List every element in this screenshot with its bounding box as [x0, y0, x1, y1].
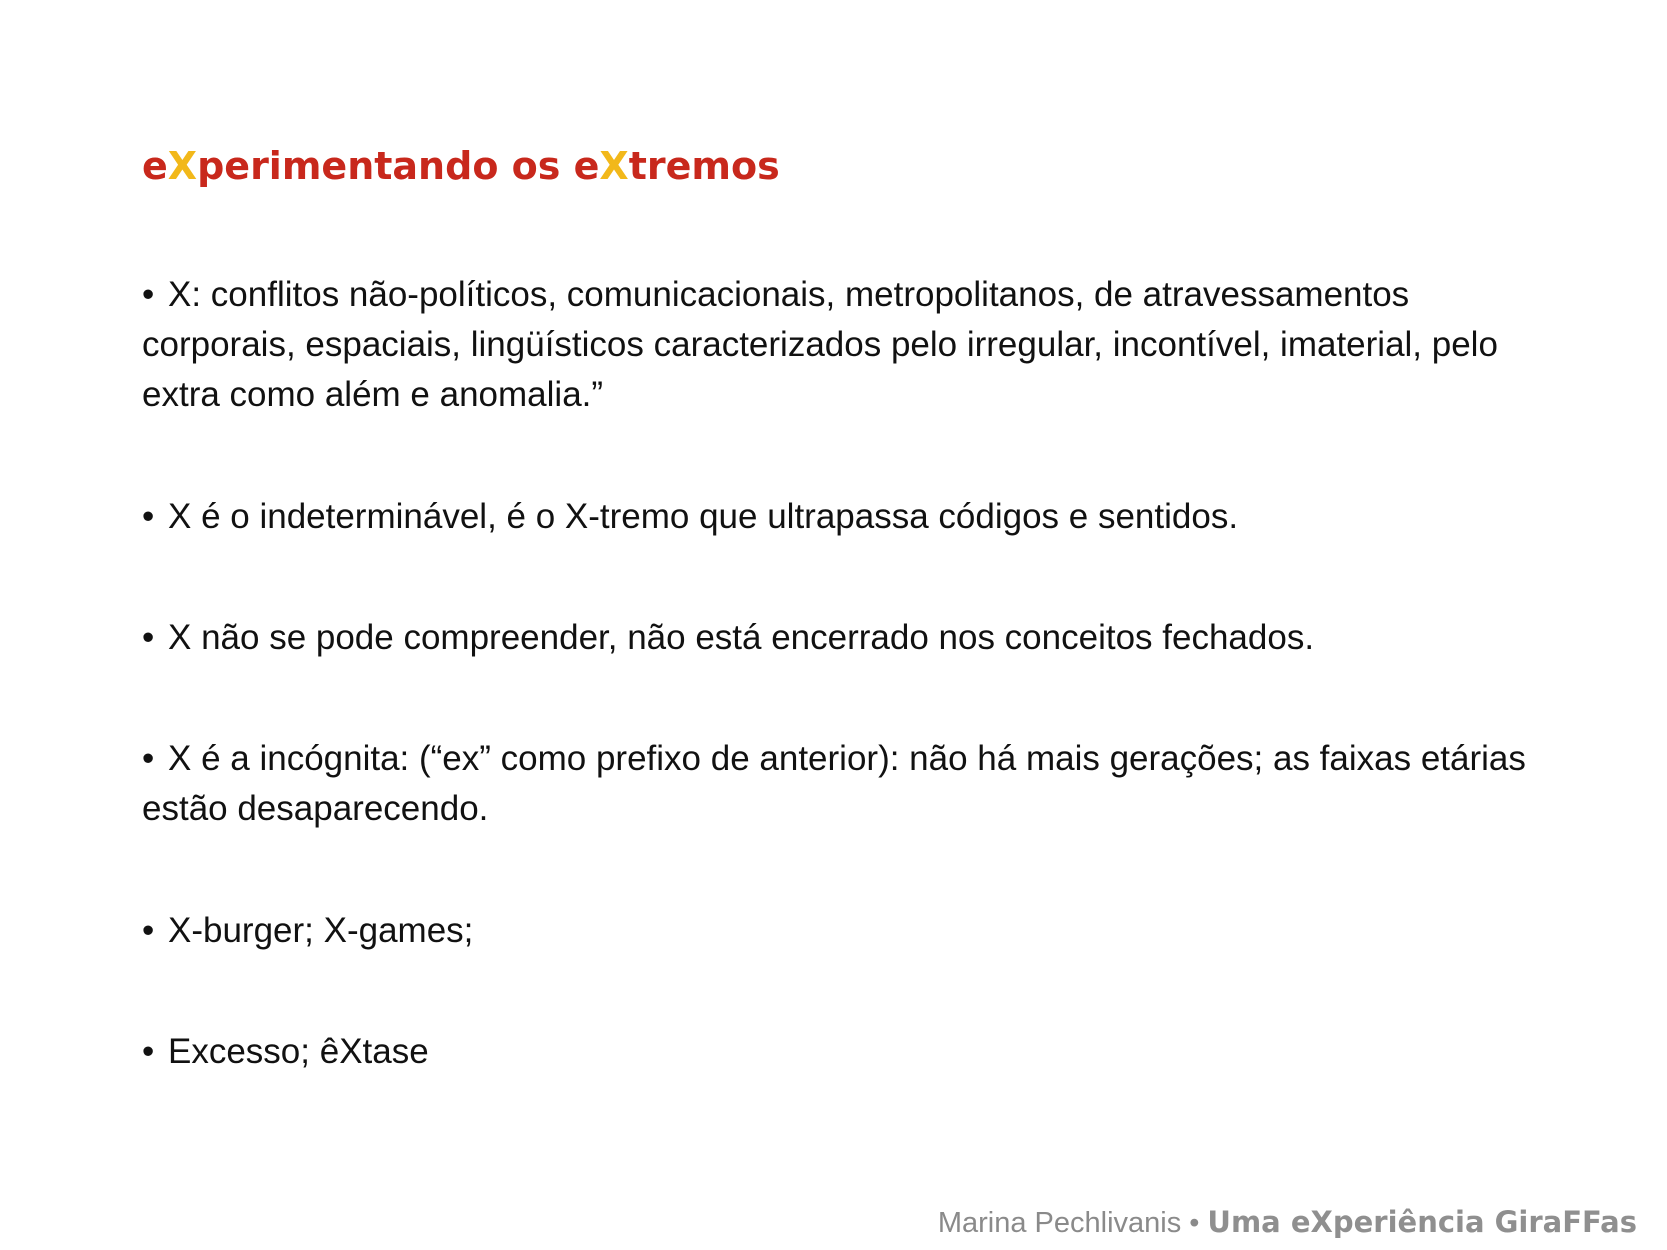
bullet-marker: • — [142, 1032, 155, 1071]
slide-footer — [938, 1205, 1637, 1240]
bullet-marker: • — [142, 911, 155, 950]
title-part-3: tremos — [628, 144, 780, 188]
bullet-text: X: conflitos não-políticos, comunicacionais, metropolitanos, de atravessamentos corporais, espaciais, lingüísticos caracterizados pelo irregular, incontível, imaterial, pelo extra como além e anomalia.” — [142, 275, 1498, 414]
slide-title — [142, 144, 780, 188]
bullet-item — [142, 734, 1572, 834]
footer-author: Marina Pechlivanis — [937, 1207, 1182, 1239]
footer-separator: • — [1189, 1207, 1200, 1239]
bullet-marker: • — [142, 618, 155, 657]
bullet-text: Excesso; êXtase — [168, 1032, 429, 1071]
bullet-marker: • — [142, 739, 155, 778]
bullet-item — [142, 270, 1572, 420]
title-highlight-x-1: X — [167, 144, 198, 188]
bullet-item — [142, 1027, 1572, 1077]
bullet-marker: • — [142, 497, 155, 536]
bullet-text: X é o indeterminável, é o X-tremo que ultrapassa códigos e sentidos. — [168, 497, 1239, 536]
bullet-item — [142, 906, 1572, 956]
bullet-text: X não se pode compreender, não está encerrado nos conceitos fechados. — [168, 618, 1315, 657]
title-part-1: e — [142, 144, 168, 188]
bullet-item — [142, 613, 1572, 663]
bullet-item — [142, 492, 1572, 542]
title-highlight-x-2: X — [599, 144, 629, 188]
bullet-marker: • — [142, 275, 155, 314]
bullet-text: X é a incógnita: (“ex” como prefixo de anterior): não há mais gerações; as faixas etárias estão desaparecendo. — [142, 739, 1526, 828]
title-part-2: perimentando os e — [197, 144, 600, 188]
footer-brand: Uma eXperiência GiraFFas — [1207, 1205, 1637, 1239]
bullet-text: X-burger; X-games; — [168, 911, 474, 950]
